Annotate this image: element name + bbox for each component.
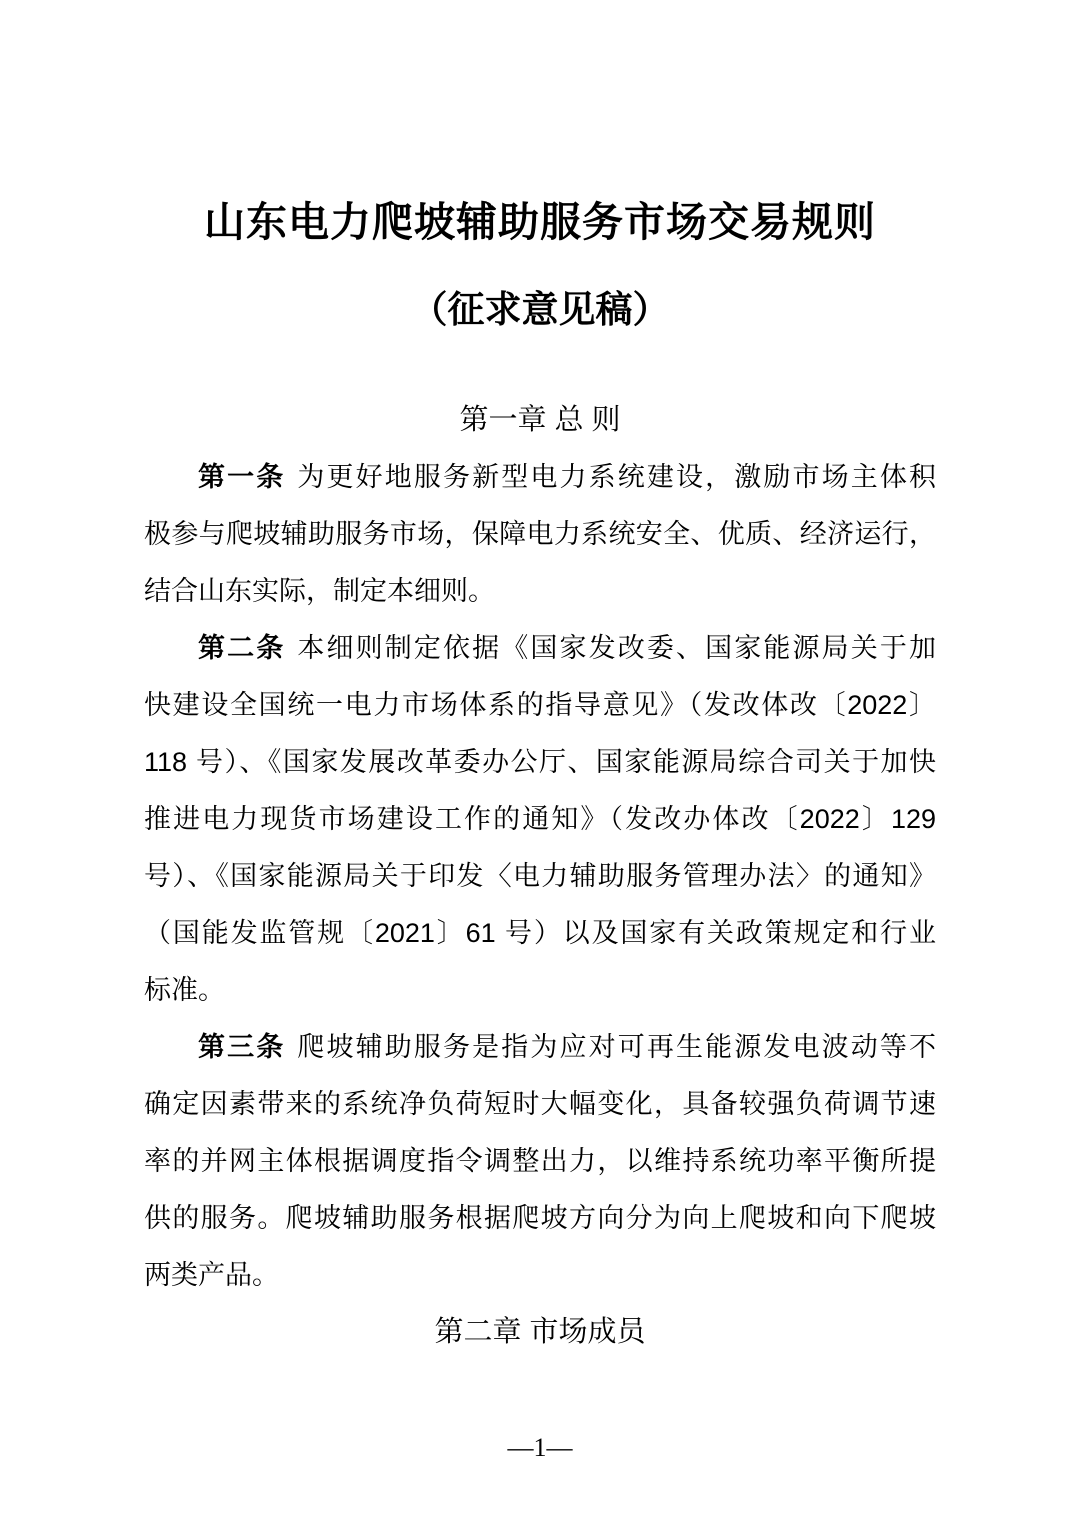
- article-3-line-2: 确定因素带来的系统净负荷短时大幅变化，具备较强负荷调节速: [144, 1089, 936, 1119]
- article-3-line-5: 两类产品。: [144, 1260, 279, 1290]
- article-1-line-1: [144, 449, 936, 506]
- article-2-line-2: 快建设全国统一电力市场体系的指导意见》（发改体改〔2022〕: [144, 690, 936, 720]
- article-1-label: 第一条: [198, 462, 286, 492]
- document-title: 山东电力爬坡辅助服务市场交易规则: [204, 199, 876, 245]
- article-2-line-6: （国能发监管规〔2021〕61 号）以及国家有关政策规定和行业: [144, 918, 936, 948]
- document-body: [144, 392, 936, 1361]
- page-number: —1—: [507, 1433, 573, 1462]
- article-2-line-1: [144, 620, 936, 677]
- article-2-line-1-text: 本细则制定依据《国家发改委、国家能源局关于加: [297, 633, 936, 663]
- article-3-line-1-text: 爬坡辅助服务是指为应对可再生能源发电波动等不: [297, 1032, 936, 1062]
- article-3-line-3: 率的并网主体根据调度指令调整出力，以维持系统功率平衡所提: [144, 1146, 936, 1176]
- article-3-line-4: 供的服务。爬坡辅助服务根据爬坡方向分为向上爬坡和向下爬坡: [144, 1203, 936, 1233]
- article-2-line-7: 标准。: [144, 975, 225, 1005]
- article-2-line-3: 118 号）、《国家发展改革委办公厅、国家能源局综合司关于加快: [144, 747, 936, 777]
- chapter-2-heading: 第二章 市场成员: [434, 1316, 646, 1348]
- chapter-1-heading: 第一章 总 则: [459, 404, 621, 436]
- article-2-line-5: 号）、《国家能源局关于印发〈电力辅助服务管理办法〉的通知》: [144, 861, 936, 891]
- document-subtitle: （征求意见稿）: [410, 289, 670, 330]
- article-2-label: 第二条: [198, 633, 286, 663]
- article-1-line-1-text: 为更好地服务新型电力系统建设，激励市场主体积: [297, 462, 936, 492]
- article-1-line-3: 结合山东实际，制定本细则。: [144, 576, 495, 606]
- article-1-line-2: 极参与爬坡辅助服务市场，保障电力系统安全、优质、经济运行，: [144, 519, 936, 549]
- article-3-label: 第三条: [198, 1032, 286, 1062]
- article-3-line-1: [144, 1019, 936, 1076]
- article-2-line-4: 推进电力现货市场建设工作的通知》（发改办体改〔2022〕129: [144, 804, 936, 834]
